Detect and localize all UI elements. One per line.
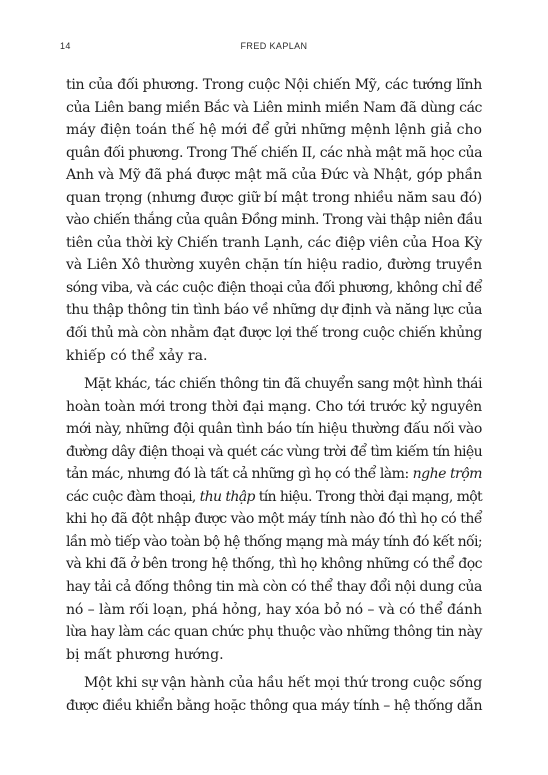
text-line <box>66 187 482 210</box>
text-run: quân đối phương. Trong Thế chiến II, các nhà mật mã học của <box>66 144 482 161</box>
text-run: tiên của thời kỳ Chiến tranh Lạnh, các điệp viên của Hoa Kỳ <box>66 234 482 251</box>
text-line <box>66 644 482 667</box>
italic-term: nghe trộm <box>412 466 482 483</box>
text-run: khi họ đã đột nhập được vào một máy tính nào đó thì họ có thể <box>66 511 482 528</box>
text-run: Một khi sự vận hành của hầu hết mọi thứ trong cuộc sống <box>84 675 482 692</box>
text-line <box>66 142 482 165</box>
text-run: đối thủ mà còn nhằm đạt được lợi thế trong cuộc chiến khủng <box>66 325 482 342</box>
text-run: thu thập thông tin tình báo về những dự định và năng lực của <box>66 302 482 319</box>
text-run: khiếp có thể xảy ra. <box>66 347 208 364</box>
text-line <box>66 621 482 644</box>
text-line <box>66 672 482 695</box>
text-line <box>66 299 482 322</box>
text-line <box>66 74 482 97</box>
text-run: Anh và Mỹ đã phá được mật mã của Đức và Nhật, góp phần <box>66 167 482 184</box>
text-run: được điều khiển bằng hoặc thông qua máy tính – hệ thống dẫn <box>66 697 482 714</box>
paragraph-1 <box>66 74 482 367</box>
paragraph-3 <box>66 672 482 717</box>
text-run: quan trọng (nhưng được giữ bí mật trong nhiều năm sau đó) <box>66 189 482 206</box>
text-run: tin của đối phương. Trong cuộc Nội chiến Mỹ, các tướng lĩnh <box>66 77 482 93</box>
text-run: máy điện toán thế hệ mới để gửi những mệnh lệnh giả cho <box>66 122 482 139</box>
text-line <box>66 322 482 345</box>
text-run: tản mác, nhưng đó là tất cả những gì họ có thể làm: <box>66 466 413 483</box>
text-run: Mặt khác, tác chiến thông tin đã chuyển sang một hình thái <box>84 376 482 393</box>
running-title: FRED KAPLAN <box>240 41 308 51</box>
text-run: lừa hay làm các quan chức phụ thuộc vào những thông tin này <box>66 624 482 641</box>
italic-term: thu thập <box>199 488 255 505</box>
text-line <box>66 695 482 718</box>
text-line <box>66 232 482 255</box>
text-line <box>66 418 482 441</box>
text-run: sóng viba, và các cuộc điện thoại của đối phương, không chỉ để <box>66 279 482 296</box>
text-line <box>66 254 482 277</box>
text-line <box>66 277 482 300</box>
text-run: bị mất phương hướng. <box>66 646 224 663</box>
text-line <box>66 97 482 120</box>
text-run: nó – làm rối loạn, phá hỏng, hay xóa bỏ nó – và có thể đánh <box>66 601 482 618</box>
text-line <box>66 463 482 486</box>
text-line <box>66 553 482 576</box>
text-run: hoàn toàn mới trong thời đại mạng. Cho tới trước kỷ nguyên <box>66 398 482 415</box>
text-run: lần mò tiếp vào toàn bộ hệ thống mạng mà máy tính đó kết nối; <box>66 533 482 550</box>
paragraph-2 <box>66 373 482 666</box>
text-run: và khi đã ở bên trong hệ thống, thì họ không những có thể đọc <box>66 556 482 573</box>
text-run: tín hiệu. Trong thời đại mạng, một <box>254 488 482 505</box>
text-line <box>66 486 482 509</box>
text-line <box>66 373 482 396</box>
text-run: vào chiến thắng của quân Đồng minh. Trong vài thập niên đầu <box>66 212 482 229</box>
text-line <box>66 119 482 142</box>
text-run: và Liên Xô thường xuyên chặn tín hiệu radio, đường truyền <box>66 257 482 274</box>
text-line <box>66 209 482 232</box>
text-line <box>66 576 482 599</box>
text-run: đường dây điện thoại và quét các vùng trời để tìm kiếm tín hiệu <box>66 443 482 460</box>
text-run: mới này, những đội quân tình báo tín hiệu thường đấu nối vào <box>66 421 482 438</box>
text-line <box>66 531 482 554</box>
text-run: các cuộc đàm thoại, <box>66 488 200 505</box>
body-text <box>66 74 482 717</box>
text-line <box>66 396 482 419</box>
page-number: 14 <box>60 41 71 51</box>
text-line <box>66 441 482 464</box>
text-line <box>66 599 482 622</box>
text-run: của Liên bang miền Bắc và Liên minh miền Nam đã dùng các <box>66 99 482 116</box>
text-line <box>66 164 482 187</box>
text-line <box>66 508 482 531</box>
text-line <box>66 345 482 368</box>
text-run: hay tải cả đống thông tin mà còn có thể thay đổi nội dung của <box>66 579 482 596</box>
running-header <box>60 41 488 55</box>
